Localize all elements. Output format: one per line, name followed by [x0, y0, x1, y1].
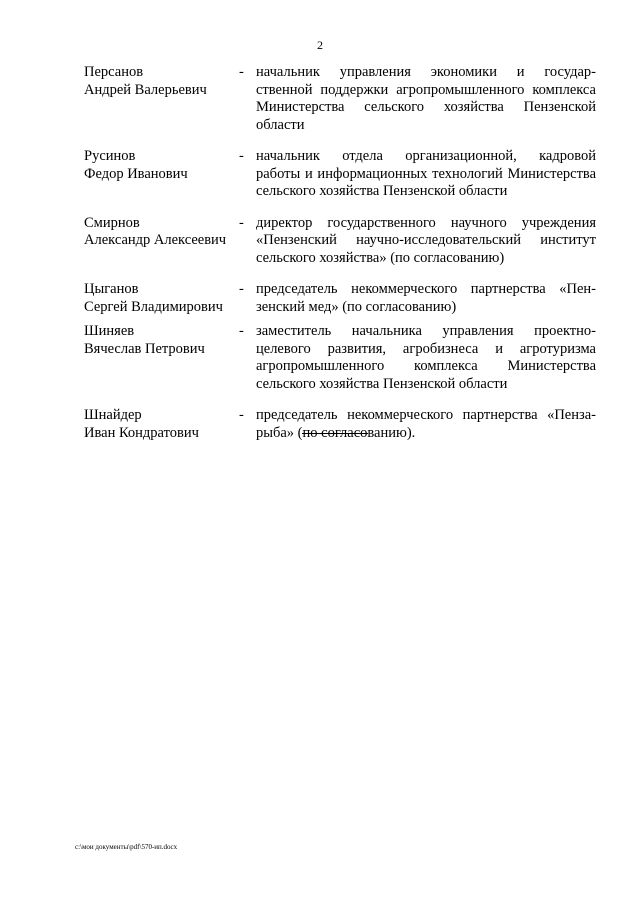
member-dash: -	[239, 281, 244, 297]
position-line: сельского хозяйства Пензенской области	[256, 183, 508, 199]
member-name	[84, 148, 239, 183]
member-given-names: Вячеслав Петрович	[84, 340, 205, 357]
position-line: председатель некоммерческого партнерства «Пен-	[256, 281, 596, 297]
position-line: рыба» (по согласованию).	[256, 424, 416, 441]
members-list	[84, 64, 596, 442]
page-number: 2	[317, 38, 323, 52]
member-given-names: Федор Иванович	[84, 165, 188, 182]
member-given-names: Сергей Владимирович	[84, 298, 223, 315]
member-dash: -	[239, 214, 244, 231]
member-entry	[84, 281, 596, 316]
member-name	[84, 215, 239, 250]
member-dash: -	[239, 323, 244, 339]
spacer	[84, 201, 596, 215]
member-surname: Персанов	[84, 64, 144, 80]
member-name	[84, 281, 239, 316]
member-surname: Смирнов	[84, 214, 140, 231]
position-line: Министерства сельского хозяйства Пензенской	[256, 99, 596, 115]
member-position	[256, 64, 596, 134]
member-name	[84, 407, 239, 442]
member-name	[84, 64, 239, 99]
member-name	[84, 323, 239, 358]
spacer	[84, 316, 596, 323]
position-line: председатель некоммерческого партнерства «Пенза-	[256, 407, 596, 423]
position-line: директор государственного научного учреждения	[256, 214, 596, 231]
member-entry	[84, 64, 596, 134]
member-dash: -	[239, 64, 244, 80]
member-position	[256, 148, 596, 201]
end-divider	[302, 433, 368, 434]
member-given-names: Иван Кондратович	[84, 424, 199, 441]
position-line: работы и информационных технологий Министерства	[256, 165, 596, 182]
position-line: зенский мед» (по согласованию)	[256, 298, 457, 315]
member-surname: Шнайдер	[84, 407, 142, 423]
member-dash: -	[239, 407, 244, 423]
spacer	[84, 393, 596, 407]
member-position	[256, 407, 596, 442]
member-surname: Цыганов	[84, 281, 139, 297]
spacer	[84, 134, 596, 148]
position-line: сельского хозяйства Пензенской области	[256, 375, 508, 392]
position-line: области	[256, 116, 305, 133]
spacer	[84, 267, 596, 281]
position-line: начальник отдела организационной, кадровой	[256, 148, 596, 164]
member-dash: -	[239, 148, 244, 164]
position-line: начальник управления экономики и государ-	[256, 64, 596, 80]
member-entry	[84, 407, 596, 442]
member-given-names: Александр Алексеевич	[84, 232, 227, 248]
file-path: c:\мои документы\pdf\570-ип.docx	[75, 843, 178, 851]
position-line: сельского хозяйства» (по согласованию)	[256, 249, 505, 266]
member-entry	[84, 323, 596, 393]
member-surname: Шиняев	[84, 323, 135, 339]
member-surname: Русинов	[84, 148, 136, 164]
position-line: заместитель начальника управления проектно-	[256, 323, 596, 339]
member-position	[256, 323, 596, 393]
member-given-names: Андрей Валерьевич	[84, 81, 207, 98]
member-position	[256, 215, 596, 268]
position-line: ственной поддержки агропромышленного комплекса	[256, 81, 596, 98]
member-position	[256, 281, 596, 316]
member-entry	[84, 148, 596, 201]
position-line: «Пензенский научно-исследовательский институт	[256, 232, 596, 248]
position-line: целевого развития, агробизнеса и агротуризма	[256, 340, 596, 357]
position-line: агропромышленного комплекса Министерства	[256, 358, 596, 374]
member-entry	[84, 215, 596, 268]
